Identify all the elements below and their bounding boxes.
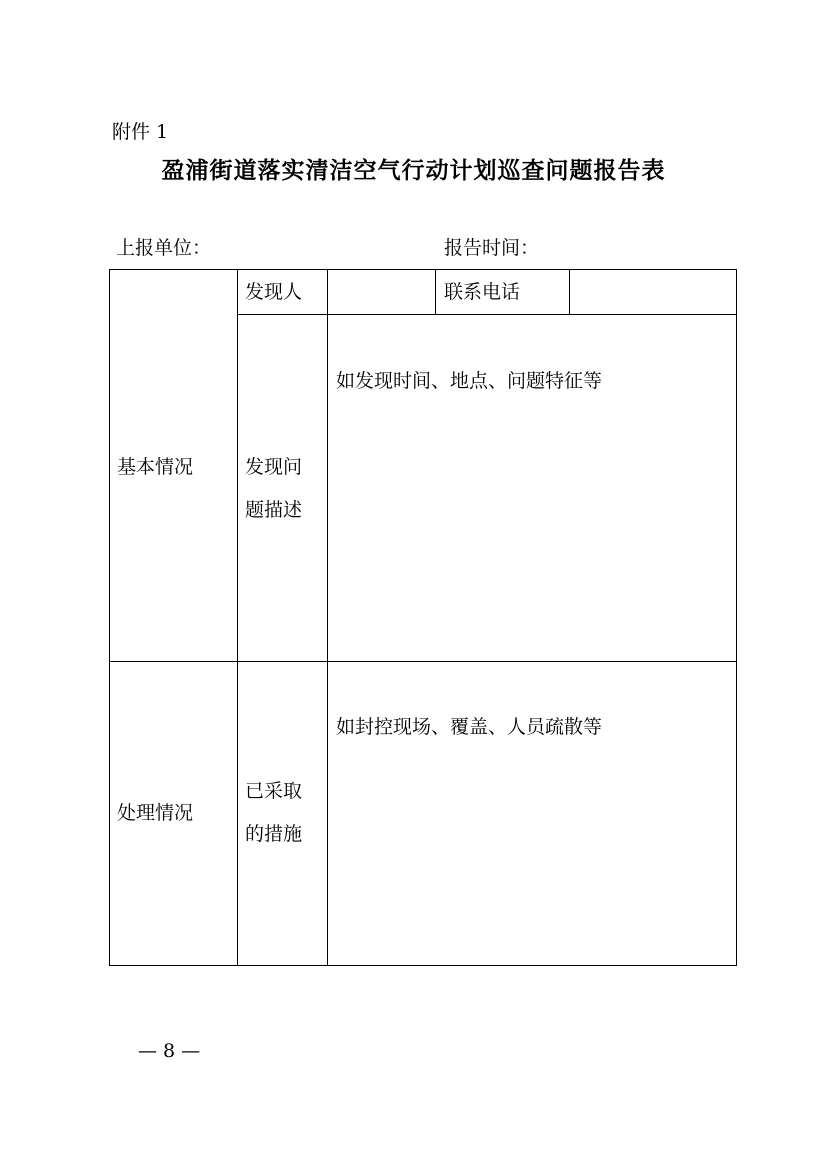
measures-taken-label-line1: 已采取 — [245, 780, 303, 802]
discoverer-field[interactable] — [329, 271, 433, 313]
discoverer-label: 发现人 — [245, 281, 303, 303]
col-divider-4 — [569, 269, 570, 315]
measures-taken-label-line2: 的措施 — [245, 823, 303, 845]
problem-description-hint: 如发现时间、地点、问题特征等 — [336, 370, 603, 392]
contact-phone-label: 联系电话 — [444, 281, 521, 303]
col-divider-3 — [435, 269, 436, 315]
row-divider-sections — [109, 661, 737, 662]
row-divider-header — [237, 314, 737, 315]
attachment-label: 附件 1 — [112, 121, 169, 143]
table-border-top — [109, 269, 737, 270]
table-border-left — [109, 269, 110, 966]
report-unit-label: 上报单位： — [116, 237, 212, 259]
page-number: — 8 — — [138, 1040, 201, 1062]
measures-taken-field[interactable] — [329, 663, 734, 963]
handling-situation-label: 处理情况 — [117, 802, 194, 824]
contact-phone-field[interactable] — [571, 271, 734, 313]
problem-description-label-line1: 发现问 — [245, 456, 303, 478]
measures-taken-hint: 如封控现场、覆盖、人员疏散等 — [336, 716, 603, 738]
table-border-bottom — [109, 965, 737, 966]
problem-description-label-line2: 题描述 — [245, 499, 303, 521]
form-title: 盈浦街道落实清洁空气行动计划巡查问题报告表 — [161, 157, 666, 184]
table-border-right — [736, 269, 737, 966]
col-divider-1 — [237, 269, 238, 966]
report-time-label: 报告时间： — [444, 237, 540, 259]
col-divider-2 — [327, 269, 328, 966]
basic-situation-label: 基本情况 — [117, 456, 194, 478]
